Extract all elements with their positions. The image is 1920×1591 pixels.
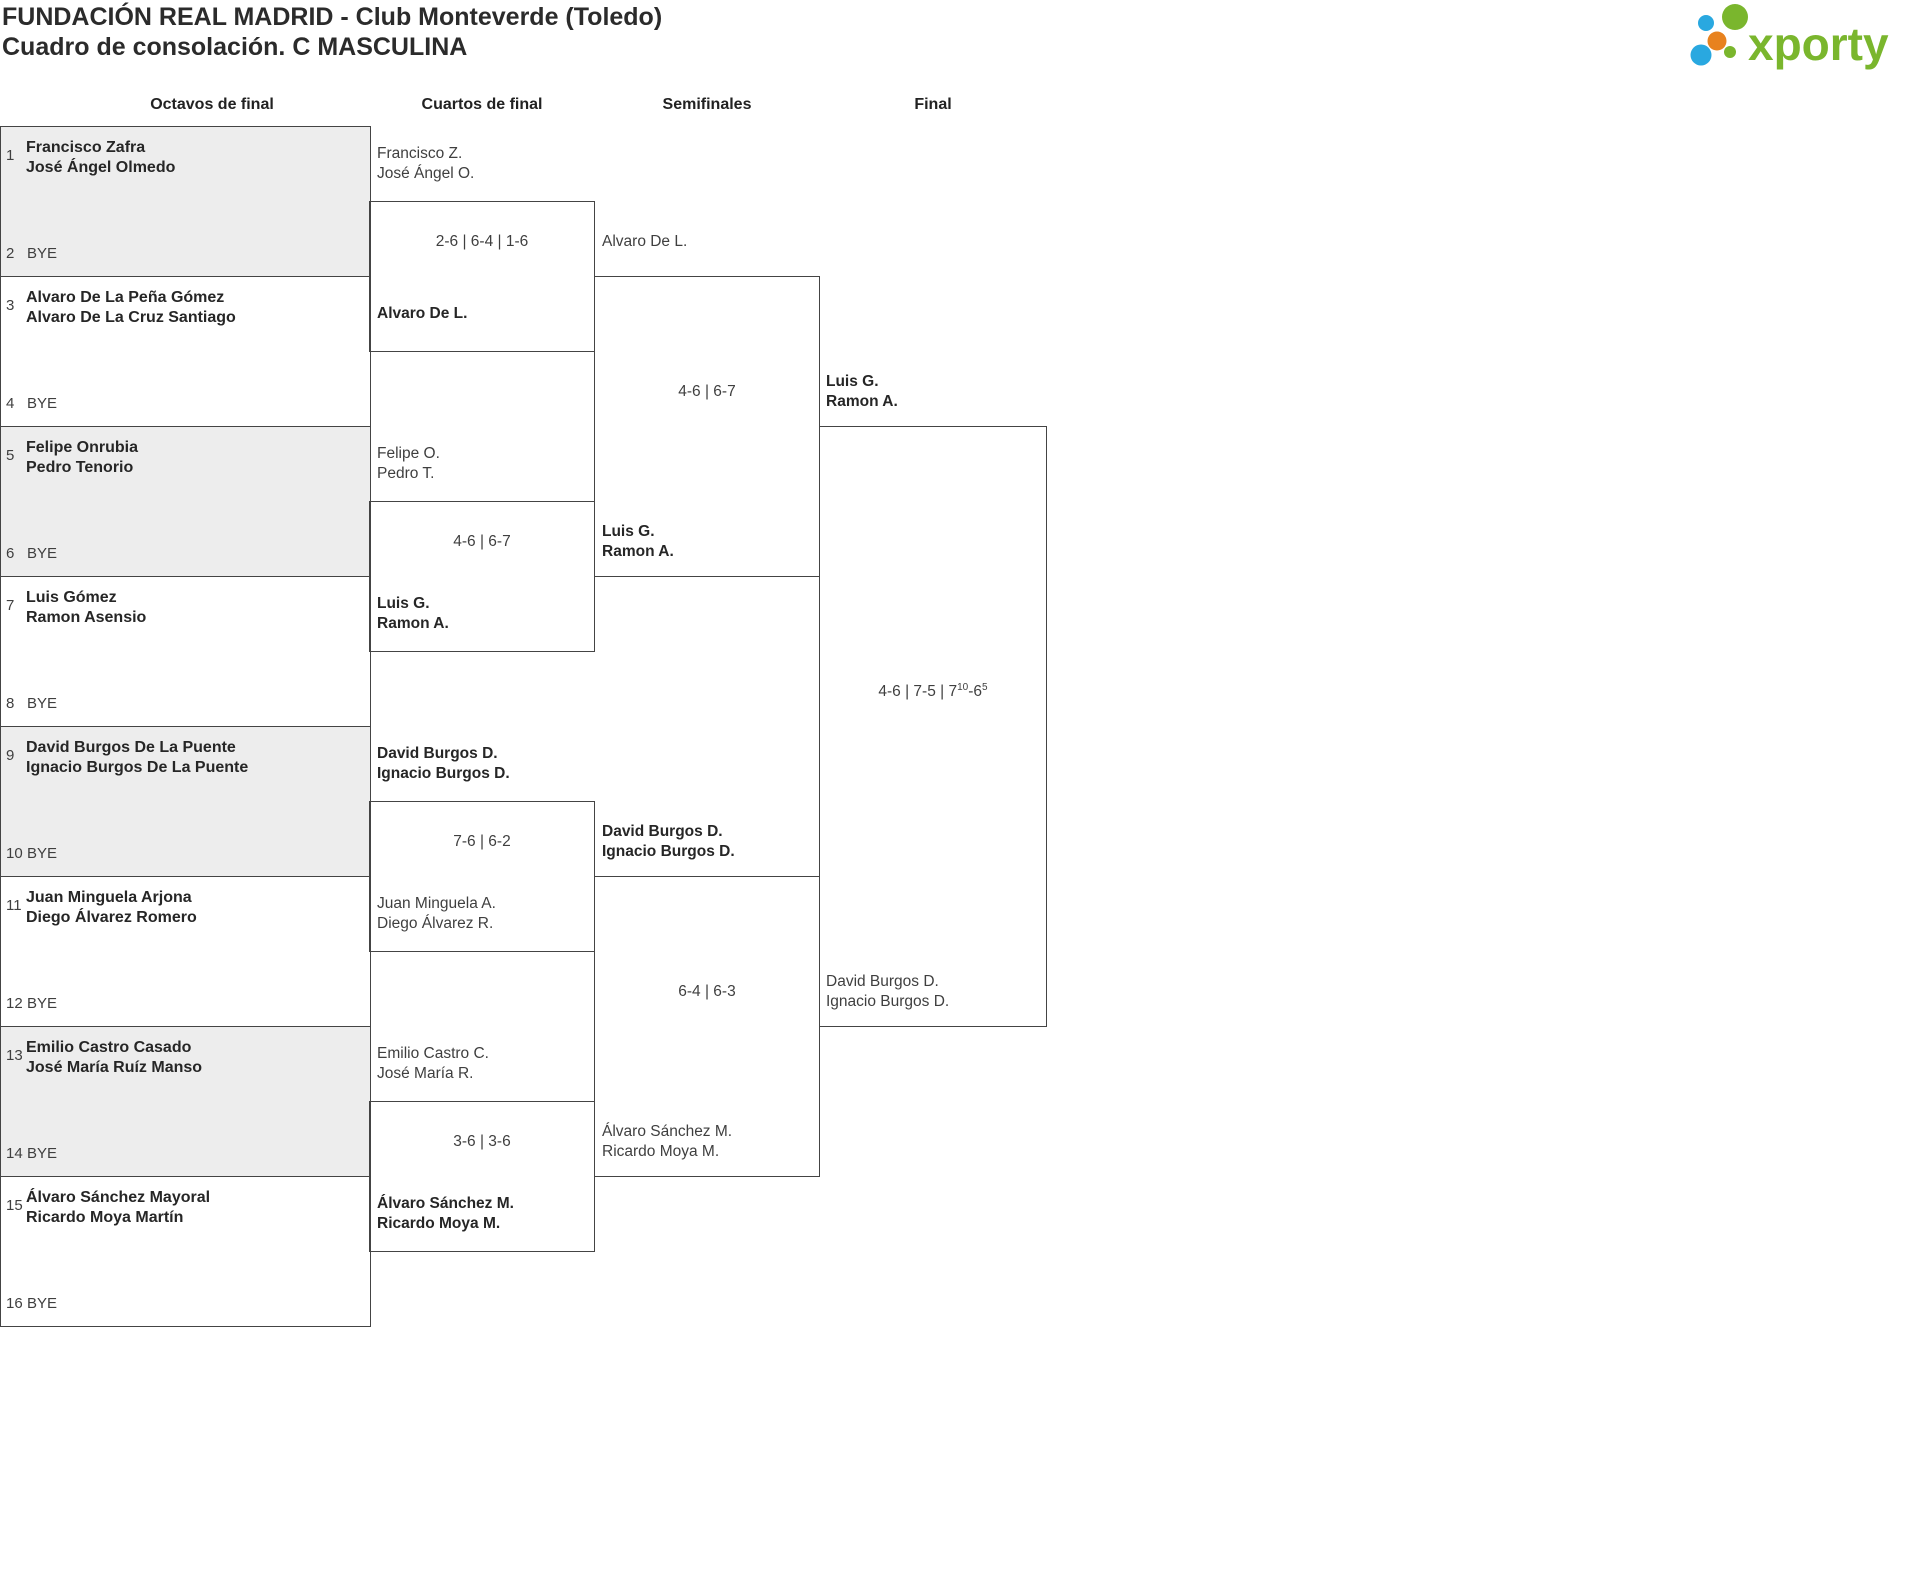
team-label-line: Pedro T.: [377, 465, 435, 482]
seed-number-bottom: 10: [6, 845, 23, 862]
team-label-line: Luis G.: [377, 595, 430, 612]
bye-row: [1, 394, 370, 414]
team-names: [26, 1038, 202, 1078]
team-name-line: Ignacio Burgos De La Puente: [26, 759, 249, 776]
score-superscript: 5: [982, 681, 988, 693]
quarterfinal-box-1: [369, 201, 595, 352]
team-names: [26, 138, 175, 178]
team-name-line: Pedro Tenorio: [26, 459, 134, 476]
qf2-team-top: [377, 444, 440, 484]
score-segment: 4-6 | 7-5 | 7: [878, 683, 958, 700]
seed-number-top: 3: [6, 297, 15, 314]
final-score: [819, 682, 1047, 702]
seed-number-top: 9: [6, 747, 15, 764]
qf3-score: 7-6 | 6-2: [453, 833, 511, 850]
team-label-line: Álvaro Sánchez M.: [602, 1123, 733, 1140]
page-subtitle: Cuadro de consolación. C MASCULINA: [2, 33, 468, 61]
team-label-line: Alvaro De L.: [377, 305, 468, 322]
final-team-top: [826, 372, 898, 412]
team-names: [26, 288, 236, 328]
seed-number-bottom: 12: [6, 995, 23, 1012]
seed-number-bottom: 2: [6, 245, 15, 262]
bye-row: [1, 1294, 370, 1314]
team-label-line: Francisco Z.: [377, 145, 463, 162]
qf4-score: 3-6 | 3-6: [453, 1133, 511, 1150]
team-label-line: David Burgos D.: [602, 823, 723, 840]
logo-dot-blue-big: [1691, 45, 1712, 66]
bye-label: BYE: [27, 395, 58, 412]
xporty-logo: [1678, 0, 1918, 80]
seed-number-top: 15: [6, 1197, 23, 1214]
team-name-line: Luis Gómez: [26, 589, 117, 606]
bye-label: BYE: [27, 545, 58, 562]
bye-label: BYE: [27, 245, 58, 262]
seed-number-bottom: 14: [6, 1145, 23, 1162]
bye-row: [1, 694, 370, 714]
team-label-line: Ramon A.: [826, 393, 898, 410]
team-names: [26, 1188, 210, 1228]
logo-dot-green-big: [1722, 4, 1748, 30]
team-name-line: Juan Minguela Arjona: [26, 889, 192, 906]
round1-box-2: [0, 276, 371, 427]
qf2-score: 4-6 | 6-7: [453, 533, 511, 550]
logo-dot-orange: [1708, 32, 1727, 51]
team-label-line: Ignacio Burgos D.: [826, 993, 950, 1010]
team-names: [26, 588, 146, 628]
bye-label: BYE: [27, 845, 58, 862]
team-name-line: Emilio Castro Casado: [26, 1039, 192, 1056]
team-label-line: Ignacio Burgos D.: [377, 765, 510, 782]
team-label-line: Ramon A.: [602, 543, 674, 560]
team-label-line: Juan Minguela A.: [377, 895, 496, 912]
round1-box-4: [0, 576, 371, 727]
team-label-line: Álvaro Sánchez M.: [377, 1195, 514, 1212]
qf4-team-top: [377, 1044, 489, 1084]
team-name-line: David Burgos De La Puente: [26, 739, 236, 756]
team-name-line: Alvaro De La Cruz Santiago: [26, 309, 236, 326]
sf1-team-bottom: [602, 522, 674, 562]
round1-box-6: [0, 876, 371, 1027]
team-label-line: Diego Álvarez R.: [377, 915, 494, 932]
final-team-bottom: [826, 972, 949, 1012]
round-header-cuartos: Cuartos de final: [421, 96, 543, 113]
team-label-line: Felipe O.: [377, 445, 440, 462]
team-label-line: David Burgos D.: [377, 745, 498, 762]
qf1-score: 2-6 | 6-4 | 1-6: [435, 233, 529, 250]
seed-number-bottom: 16: [6, 1295, 23, 1312]
team-label-line: Ricardo Moya M.: [377, 1215, 501, 1232]
sf1-team-top: [602, 232, 687, 252]
team-names: [26, 438, 138, 478]
seed-number-top: 7: [6, 597, 15, 614]
team-label-line: José María R.: [377, 1065, 474, 1082]
bye-row: [1, 244, 370, 264]
round1-box-8: [0, 1176, 371, 1327]
round-header-final: Final: [914, 96, 952, 113]
team-name-line: Ramon Asensio: [26, 609, 147, 626]
bye-label: BYE: [27, 695, 58, 712]
seed-number-top: 11: [6, 897, 22, 914]
team-name-line: Álvaro Sánchez Mayoral: [26, 1189, 211, 1206]
sf2-score: 6-4 | 6-3: [678, 983, 736, 1000]
page-title: FUNDACIÓN REAL MADRID - Club Monteverde (Toledo): [2, 3, 663, 31]
round1-box-5: [0, 726, 371, 877]
logo-dot-green-small: [1724, 46, 1736, 58]
team-name-line: Francisco Zafra: [26, 139, 146, 156]
team-name-line: Ricardo Moya Martín: [26, 1209, 184, 1226]
round-header-semifinales: Semifinales: [662, 96, 752, 113]
team-name-line: Felipe Onrubia: [26, 439, 139, 456]
team-name-line: José María Ruíz Manso: [26, 1059, 203, 1076]
team-label-line: Luis G.: [602, 523, 655, 540]
team-label-line: Ramon A.: [377, 615, 449, 632]
logo-dot-blue-small: [1698, 15, 1714, 31]
team-label-line: Luis G.: [826, 373, 879, 390]
bye-row: [1, 1144, 370, 1164]
bye-label: BYE: [27, 1145, 58, 1162]
team-label-line: Ignacio Burgos D.: [602, 843, 735, 860]
seed-number-bottom: 6: [6, 545, 15, 562]
sf2-team-top: [602, 822, 735, 862]
qf3-team-top: [377, 744, 510, 784]
team-label-line: Ricardo Moya M.: [602, 1143, 720, 1160]
sf1-score: 4-6 | 6-7: [678, 383, 736, 400]
team-name-line: Alvaro De La Peña Gómez: [26, 289, 225, 306]
bye-label: BYE: [27, 995, 58, 1012]
bye-row: [1, 844, 370, 864]
final-box: [819, 426, 1047, 1027]
logo-wordmark: xporty: [1748, 18, 1889, 70]
team-label-line: José Ángel O.: [377, 165, 475, 182]
team-name-line: José Ángel Olmedo: [26, 159, 176, 176]
team-names: [26, 888, 197, 928]
round1-box-3: [0, 426, 371, 577]
qf1-team-top: [377, 144, 474, 184]
score-segment: -6: [968, 683, 983, 700]
seed-number-top: 1: [6, 147, 15, 164]
seed-number-bottom: 8: [6, 695, 15, 712]
seed-number-top: 5: [6, 447, 15, 464]
qf2-team-bottom: [377, 594, 449, 634]
bye-row: [1, 994, 370, 1014]
seed-number-top: 13: [6, 1047, 23, 1064]
team-label-line: Emilio Castro C.: [377, 1045, 489, 1062]
seed-number-bottom: 4: [6, 395, 15, 412]
team-name-line: Diego Álvarez Romero: [26, 909, 197, 926]
round1-box-1: [0, 126, 371, 277]
round-header-octavos: Octavos de final: [150, 96, 274, 113]
bye-row: [1, 544, 370, 564]
qf1-team-bottom: [377, 304, 467, 324]
team-label-line: David Burgos D.: [826, 973, 939, 990]
team-label-line: Alvaro De L.: [602, 233, 688, 250]
qf4-team-bottom: [377, 1194, 514, 1234]
bye-label: BYE: [27, 1295, 58, 1312]
sf2-team-bottom: [602, 1122, 732, 1162]
qf3-team-bottom: [377, 894, 496, 934]
round1-box-7: [0, 1026, 371, 1177]
score-superscript: 10: [957, 681, 969, 693]
team-names: [26, 738, 248, 778]
